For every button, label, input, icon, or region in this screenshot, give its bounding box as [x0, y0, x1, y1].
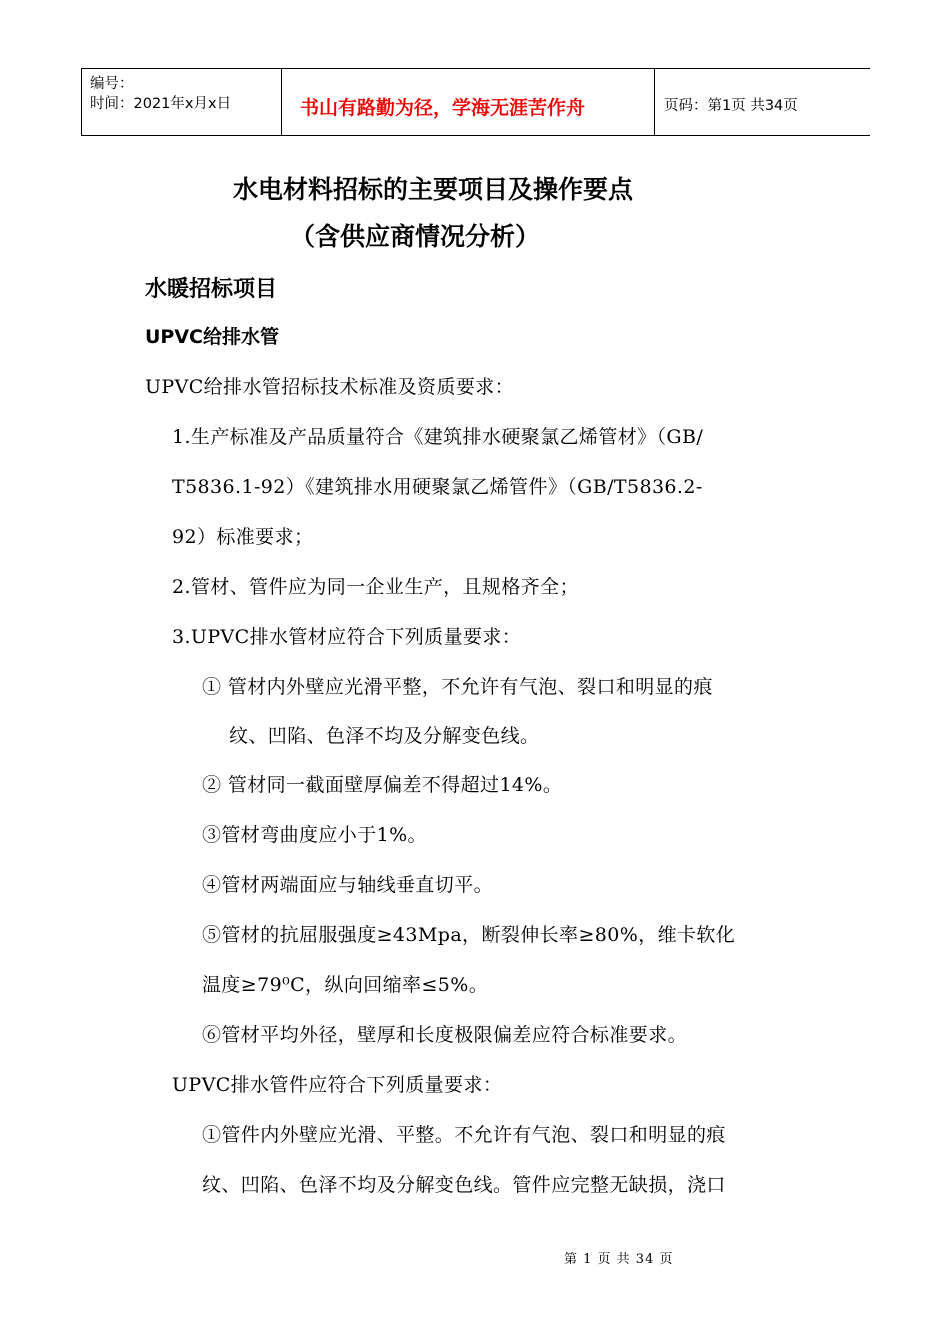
header-motto: 书山有路勤为径，学海无涯苦作舟: [300, 97, 586, 119]
document-title-line2: （含供应商情况分析）: [290, 222, 541, 251]
header-top-rule: [81, 68, 870, 69]
body-line: UPVC给排水管招标技术标准及资质要求：: [145, 376, 515, 398]
header-bottom-rule: [81, 135, 870, 136]
body-line: ② 管材同一截面壁厚偏差不得超过14%。: [202, 774, 563, 796]
subsection-heading: UPVC给排水管: [145, 326, 280, 348]
body-line: 纹、凹陷、色泽不均及分解变色线。管件应完整无缺损，浇口: [202, 1174, 726, 1196]
header-number-label: 编号：: [90, 76, 134, 92]
page-footer: 第 1 页 共 34 页: [564, 1252, 674, 1267]
body-line: ④管材两端面应与轴线垂直切平。: [202, 874, 494, 896]
body-line: 2.管材、管件应为同一企业生产，且规格齐全；: [172, 576, 579, 598]
body-line: 1.生产标准及产品质量符合《建筑排水硬聚氯乙烯管材》（GB/: [172, 426, 704, 448]
body-line: ① 管材内外壁应光滑平整，不允许有气泡、裂口和明显的痕: [202, 676, 713, 698]
body-line: UPVC排水管件应符合下列质量要求：: [172, 1074, 503, 1096]
section-heading: 水暖招标项目: [145, 277, 278, 302]
header-time-label: 时间：2021年x月x日: [90, 96, 232, 112]
header-left-border: [81, 68, 82, 136]
header-divider-2: [654, 68, 655, 136]
document-title-line1: 水电材料招标的主要项目及操作要点: [233, 175, 634, 204]
body-line: ⑥管材平均外径，壁厚和长度极限偏差应符合标准要求。: [202, 1024, 688, 1046]
header-page-info: 页码：第1页 共34页: [664, 98, 798, 114]
body-line: 温度≥79⁰C，纵向回缩率≤5%。: [202, 974, 489, 996]
body-line: T5836.1-92）《建筑排水用硬聚氯乙烯管件》（GB/T5836.2-: [172, 476, 703, 498]
body-line: 92）标准要求；: [172, 526, 314, 548]
body-line: 纹、凹陷、色泽不均及分解变色线。: [229, 725, 540, 747]
body-line: ⑤管材的抗屈服强度≥43Mpa，断裂伸长率≥80%，维卡软化: [202, 924, 736, 946]
header-divider-1: [281, 68, 282, 136]
body-line: ③管材弯曲度应小于1%。: [202, 824, 427, 846]
body-line: 3.UPVC排水管材应符合下列质量要求：: [172, 626, 522, 648]
body-line: ①管件内外壁应光滑、平整。不允许有气泡、裂口和明显的痕: [202, 1124, 726, 1146]
